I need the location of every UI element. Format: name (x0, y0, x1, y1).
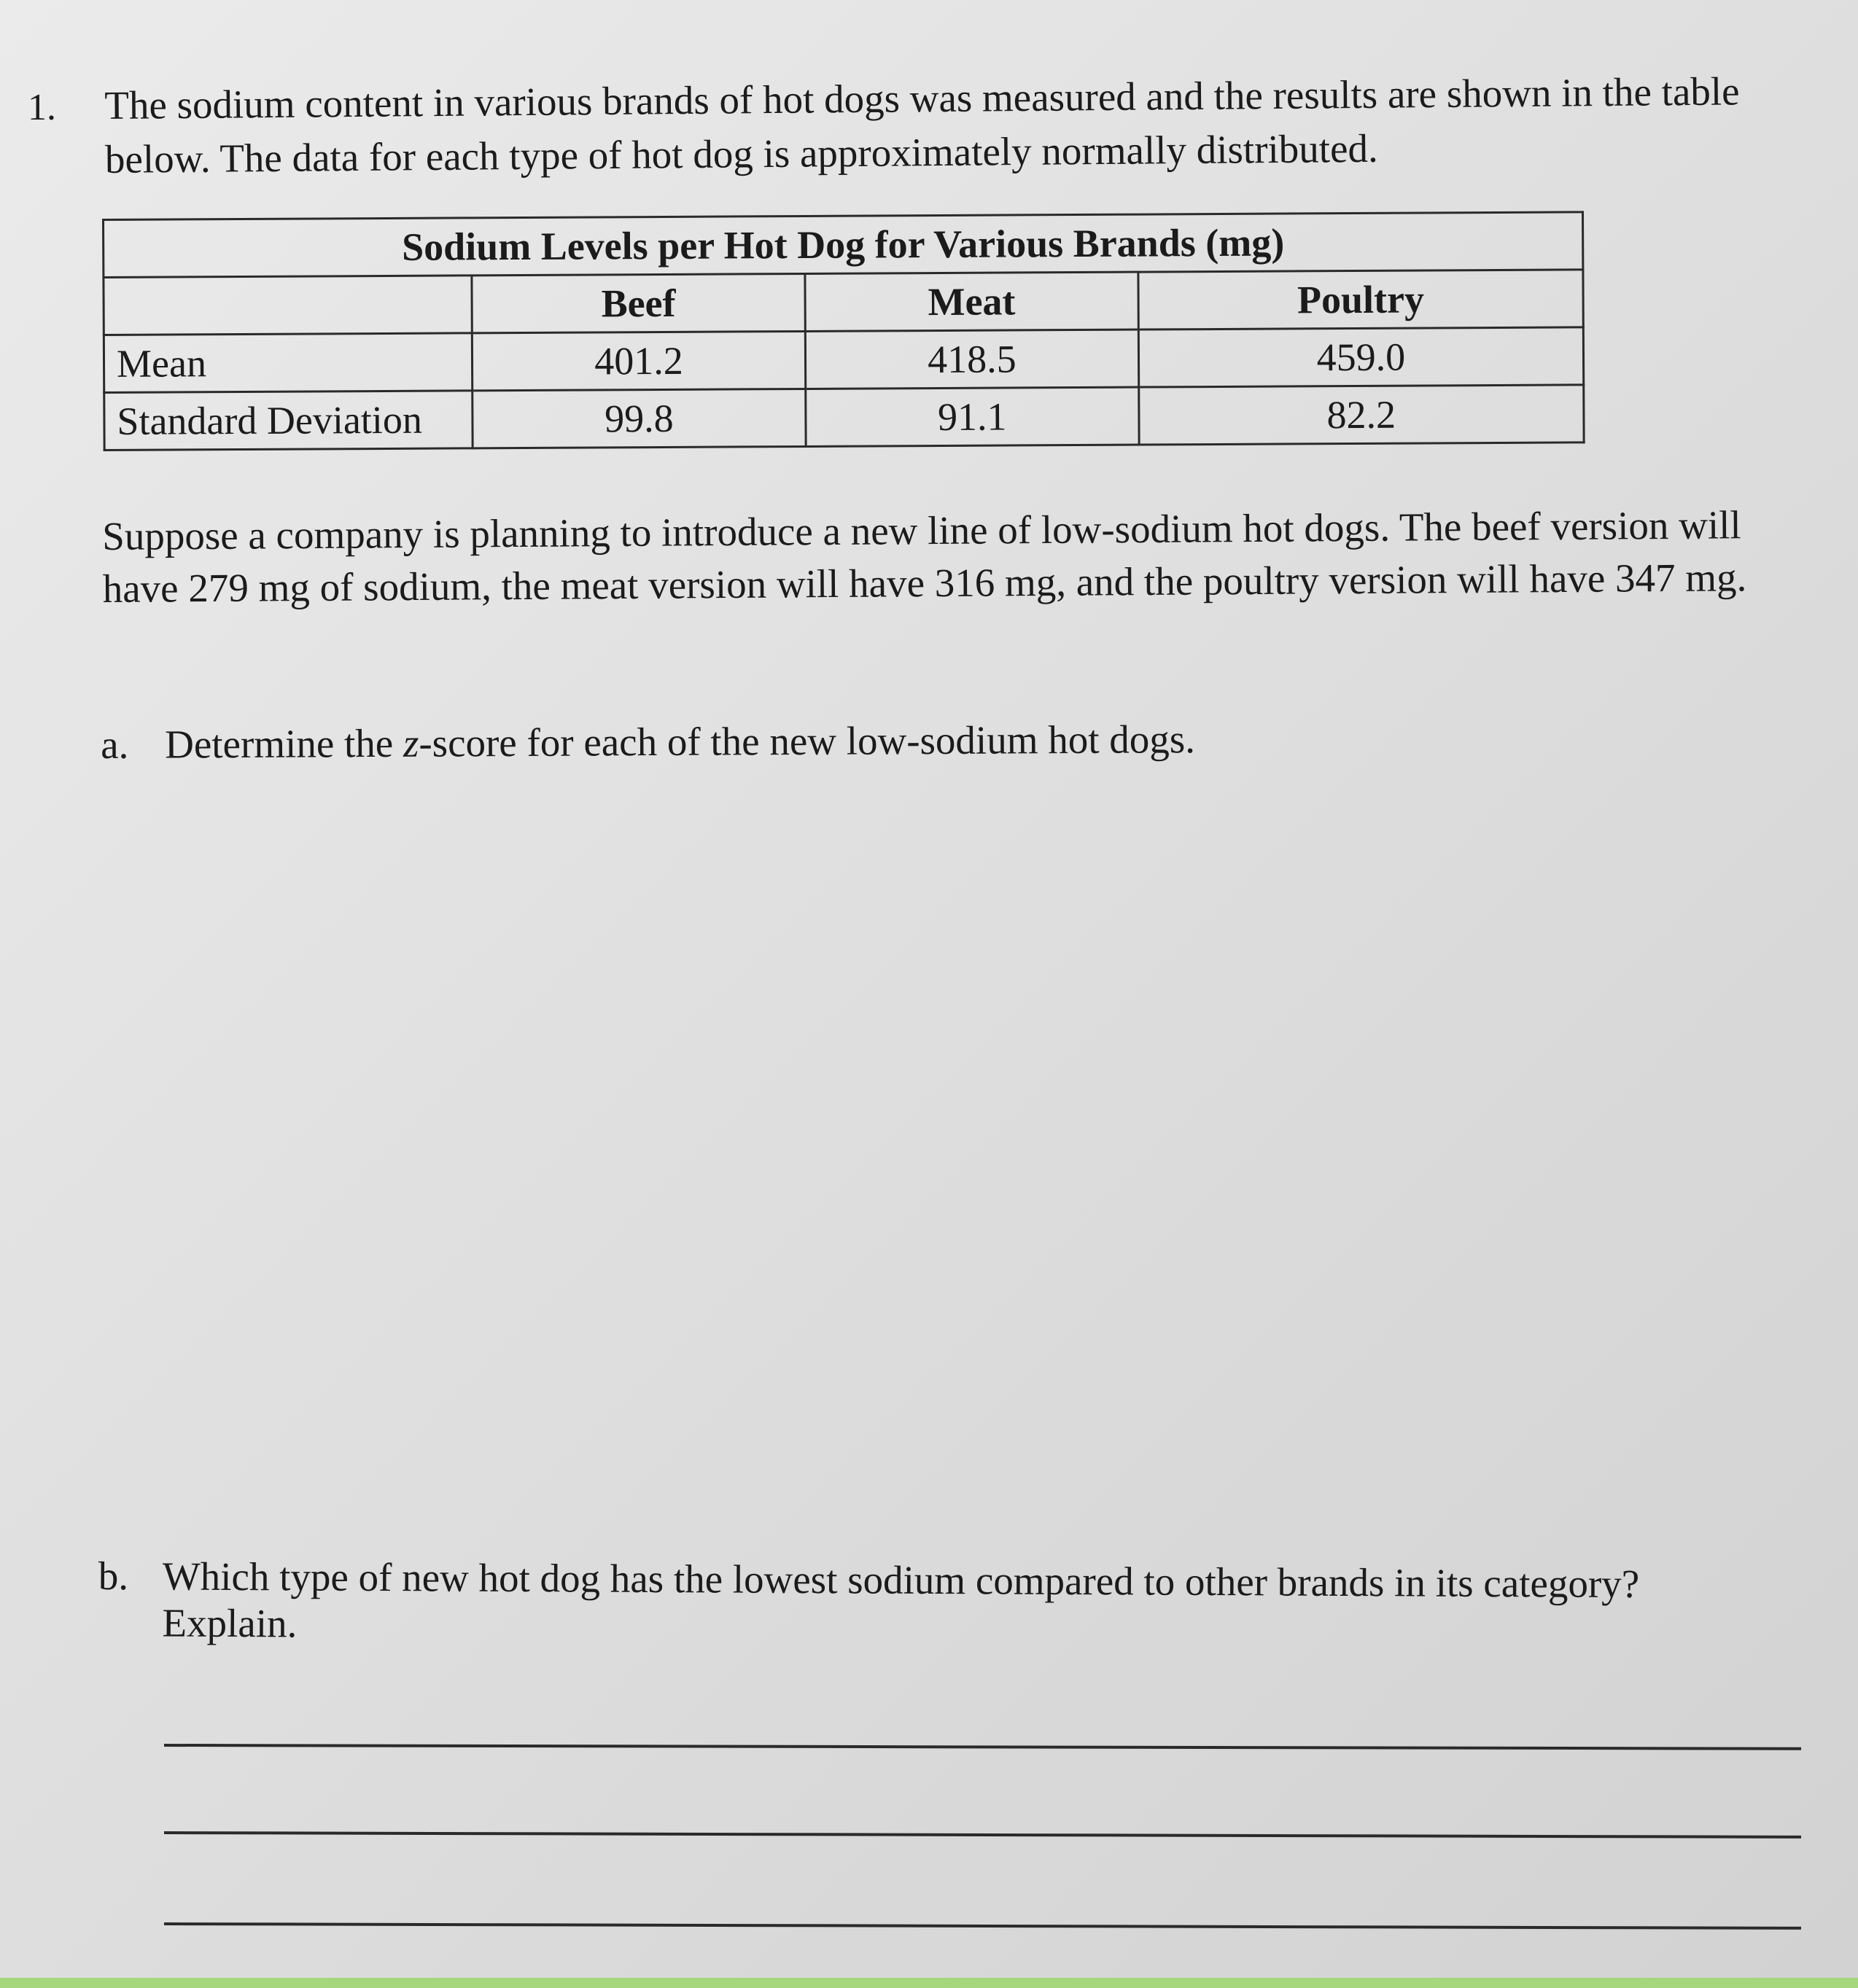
part-a (101, 716, 1195, 768)
row-label-mean: Mean (104, 333, 472, 393)
table-title-row (104, 212, 1583, 278)
table-row (104, 327, 1583, 393)
part-a-label: a. (101, 722, 129, 767)
header-meat: Meat (805, 272, 1138, 331)
sodium-table (102, 211, 1585, 451)
part-a-z: z (403, 720, 419, 765)
table-row (104, 385, 1584, 451)
sd-meat: 91.1 (806, 387, 1139, 446)
question-intro: The sodium content in various brands of hot dogs was measured and the results are shown in the table below. The data for each type of hot dog is approximately normally distributed. (104, 69, 1740, 182)
row-label-sd: Standard Deviation (104, 391, 473, 451)
question-number: 1. (28, 87, 56, 128)
part-a-text-after: -score for each of the new low-sodium hot dogs. (419, 717, 1196, 765)
answer-line-1[interactable] (164, 1744, 1801, 1750)
part-b (98, 1553, 1776, 1655)
sd-beef: 99.8 (473, 389, 806, 448)
answer-line-3[interactable] (164, 1922, 1801, 1930)
part-a-text-before: Determine the (165, 720, 404, 767)
part-b-label: b. (98, 1554, 129, 1599)
table-title: Sodium Levels per Hot Dog for Various Brands (mg) (104, 212, 1583, 278)
sd-poultry: 82.2 (1139, 385, 1585, 445)
answer-line-2[interactable] (164, 1831, 1801, 1839)
header-blank (104, 276, 472, 335)
mean-meat: 418.5 (805, 330, 1138, 389)
part-b-question: Which type of new hot dog has the lowest sodium compared to other brands in its category? (162, 1554, 1640, 1607)
part-b-explain: Explain. (162, 1600, 298, 1646)
table-header-row (104, 270, 1583, 335)
mean-poultry: 459.0 (1138, 327, 1584, 387)
scenario-text: Suppose a company is planning to introduce a new line of low-sodium hot dogs. The beef version will have 279 mg of sodium, the meat version will have 316 mg, and the poultry version will have 347 mg. (102, 502, 1747, 611)
bottom-edge-strip (0, 1978, 1858, 1988)
mean-beef: 401.2 (472, 331, 805, 390)
header-poultry: Poultry (1138, 270, 1584, 330)
header-beef: Beef (472, 273, 805, 332)
